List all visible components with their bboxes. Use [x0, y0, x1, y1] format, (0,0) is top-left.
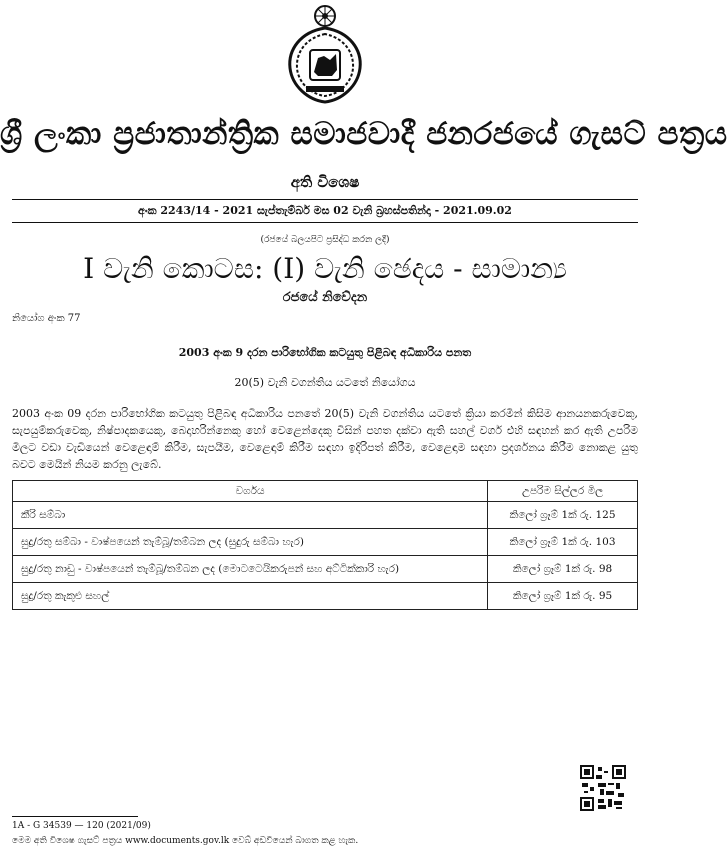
national-emblem [280, 2, 370, 106]
regulation-body: 2003 අංක 09 දරන පාරිභෝගික කටයුතු පිළිබඳ අධිකාරිය පනතේ 20(5) වැනි වගන්තිය යටතේ ක්‍රියා කරමින් කිසිම ආනයනකරුවෙකු, සැපයුම්කරුවෙකු, නිෂ්පාදකයෙකු, බෙදාහරින්නෙකු හෝ වෙළෙන්දෙකු විසින් පහත දක්වා ඇති සහල් වර්ග එහි සඳහන් කර ඇති උපරිම මිලට වඩා වැඩියෙන් වෙළෙඳාම් කිරීම, සැපයීම, වෙළෙඳාම් කිරීම සඳහා ඉදිරිපත් කිරීම, වෙළෙඳාම සඳහා ප්‍රදර්ශනය කිරීම නොකළ යුතු බවට මෙයින් නියම කරනු ලැබේ. [12, 407, 638, 471]
table-row [13, 556, 638, 583]
max-price: කිලෝ ග්‍රෑම් 1ක් රු. 103 [488, 529, 638, 556]
regulation-heading: 20(5) වැනි වගන්තිය යටතේ නියෝගය [234, 376, 416, 389]
table-header-row [13, 481, 638, 502]
rice-type: කීරි සම්බා [13, 502, 488, 529]
column-header-type: වර්ගය [13, 481, 488, 502]
rice-type: සුදු/රතු නාඩු - වාෂ්පයෙන් තැම්බූ/තම්බන ලද (මොටටෙයිකරුපන් සහ අට්ටික්කාරි හැර) [13, 556, 488, 583]
table-row [13, 583, 638, 610]
max-price: කිලෝ ග්‍රෑම් 1ක් රු. 98 [488, 556, 638, 583]
issue-line: අංක 2243/14 - 2021 සැප්තැම්බර් මස 02 වැනි බ්‍රහස්පතින්දා - 2021.09.02 [138, 204, 512, 217]
authority-line: (රජයේ බලයපිට ප්‍රසිද්ධ කරන ලදී) [260, 235, 390, 245]
part-title: I වැනි කොටස: (I) වැනි ඡෙදය - සාමාන්‍ය [83, 252, 567, 285]
price-table [12, 480, 638, 610]
footer-rule [12, 816, 138, 817]
max-price: කිලෝ ග්‍රෑම් 1ක් රු. 125 [488, 502, 638, 529]
header-rule-top [12, 199, 638, 200]
column-header-price: උපරිම සිල්ලර මිල [488, 481, 638, 502]
max-price: කිලෝ ග්‍රෑම් 1ක් රු. 95 [488, 583, 638, 610]
notice-number: නියෝග අංක 77 [12, 313, 81, 324]
table-row [13, 502, 638, 529]
qr-code-icon [580, 765, 626, 811]
footer-note: මෙම අති විශෙෂ ගැසට් පත්‍රය www.documents.gov.lk වෙබ් අඩවියෙන් බාගත කළ හැක. [12, 836, 359, 846]
rice-type: සුදු/රතු සම්බා - වාෂ්පයෙන් තැම්බූ/තම්බන ලද (සුදුරු සම්බා හැර) [13, 529, 488, 556]
gazette-subtitle: අති විශෙෂ [290, 173, 360, 191]
act-heading: 2003 අංක 9 දරන පාරිභෝගික කටයුතු පිළිබඳ අධිකාරිය පනත [178, 346, 472, 359]
header-rule-bottom [12, 222, 638, 223]
table-row [13, 529, 638, 556]
gazette-title: ශ්‍රී ලංකා ප්‍රජාතාන්ත්‍රික සමාජවාදී ජනරජයේ ගැසට් පත්‍රය [0, 116, 728, 152]
section-title: රජයේ නිවේදන [282, 290, 368, 305]
footer-code: 1A - G 34539 — 120 (2021/09) [12, 821, 151, 831]
rice-type: සුදු/රතු කැකුළු සහල් [13, 583, 488, 610]
